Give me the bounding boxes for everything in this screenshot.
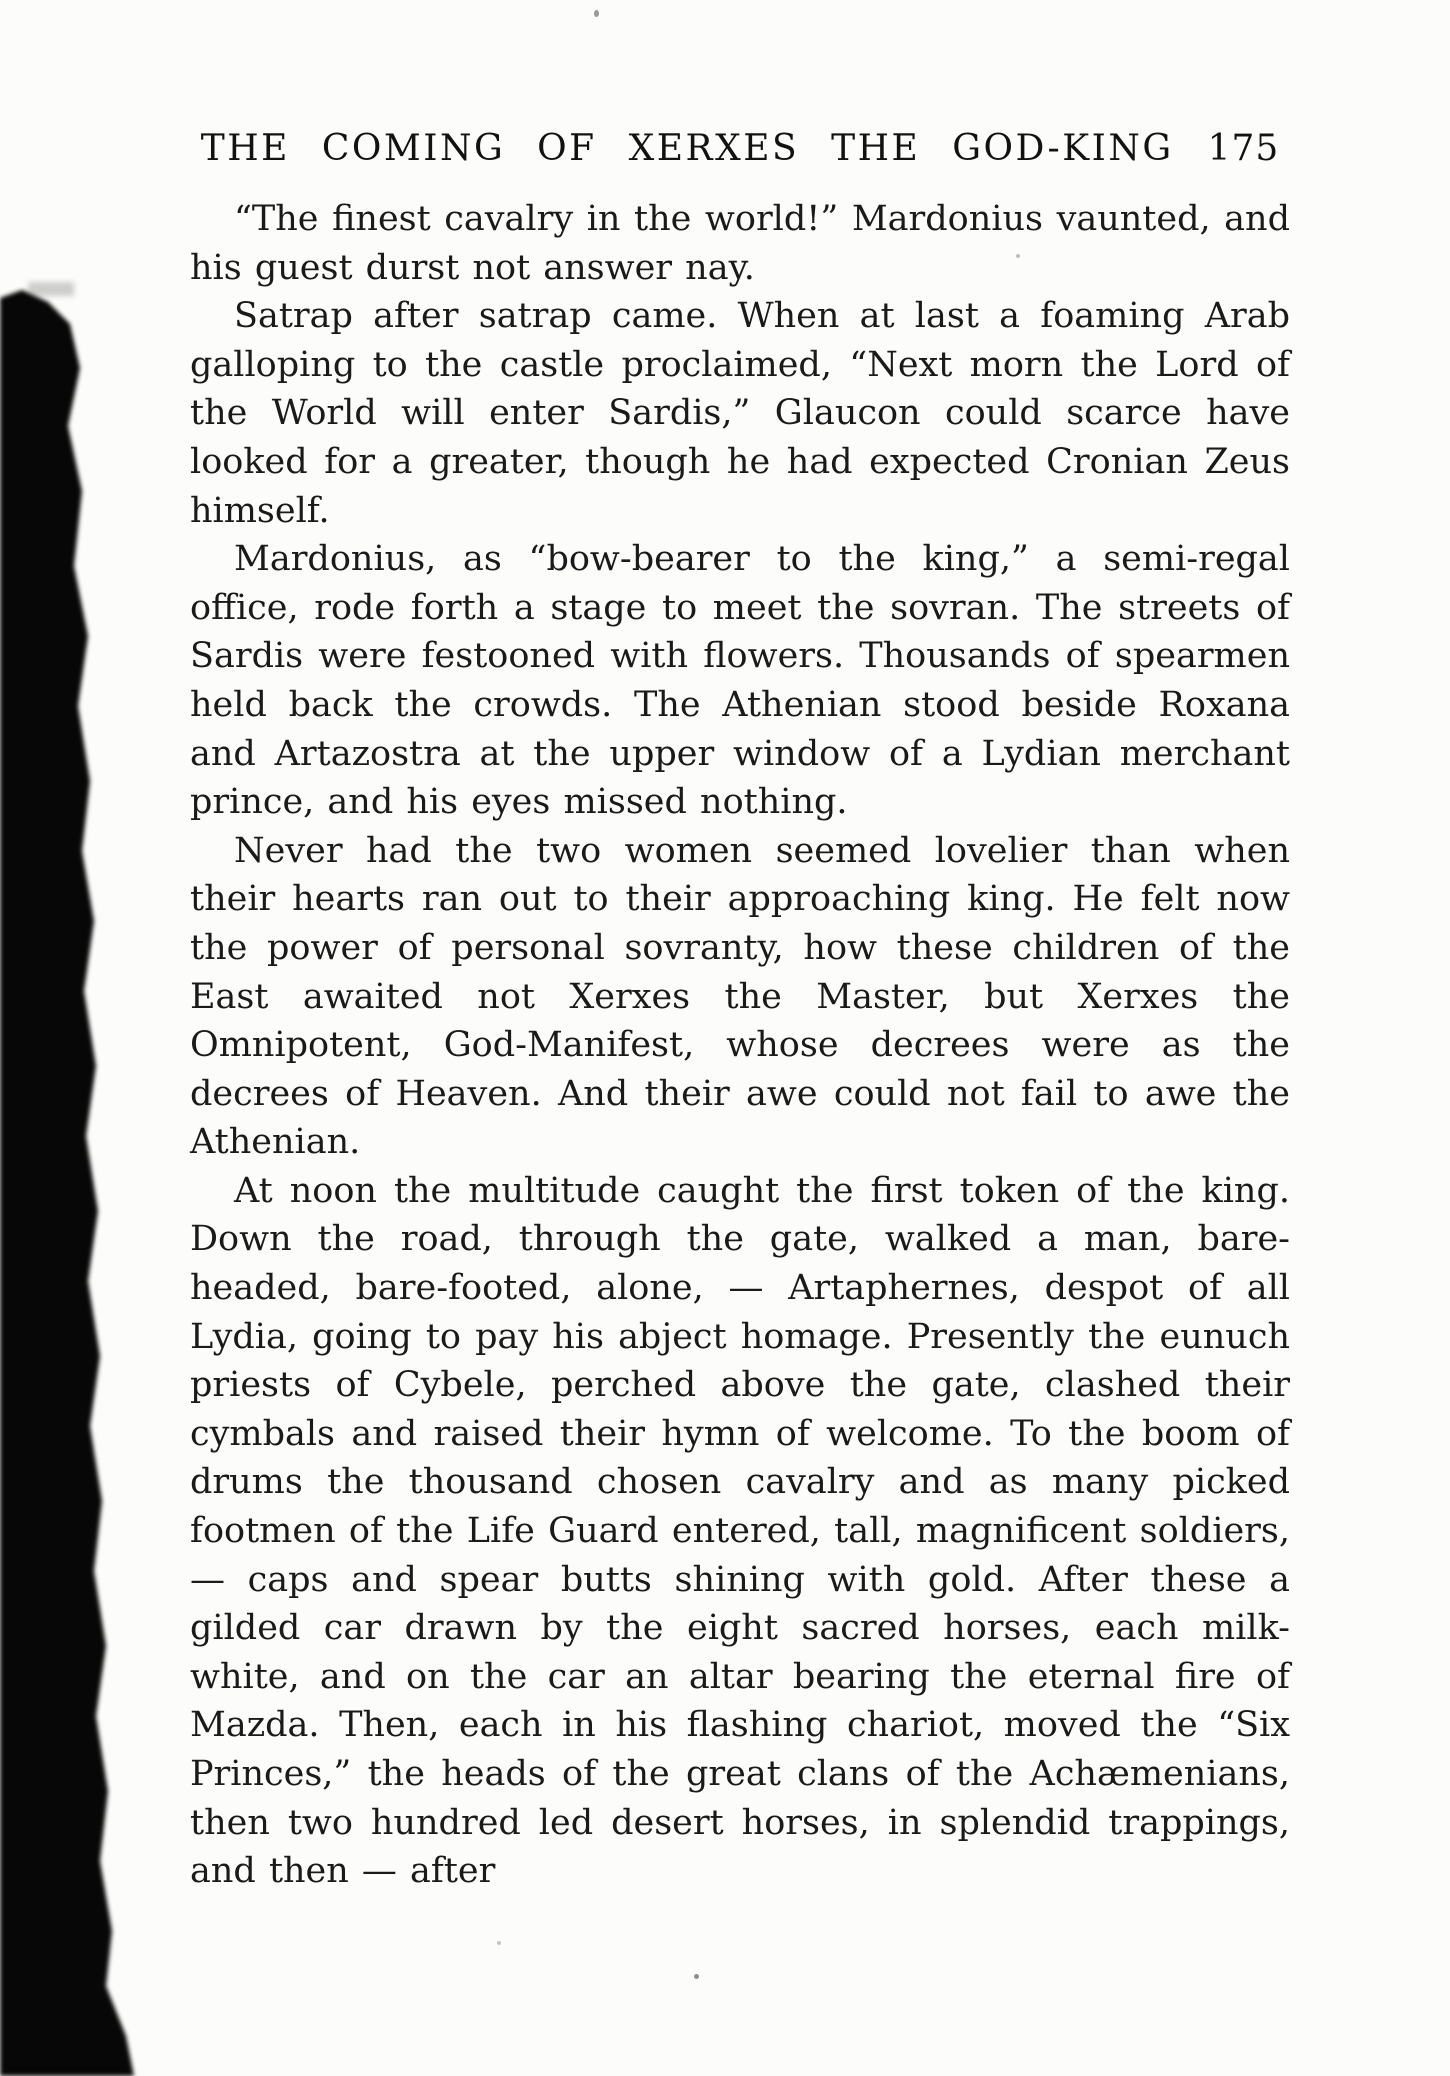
scan-speck (497, 1941, 501, 1945)
scan-speck (594, 10, 599, 17)
page-content (190, 128, 1290, 1896)
paragraph: At noon the multitude caught the first token of the king. Down the road, through the gate, walked a man, bare-headed, bare-footed, alone, — Artaphernes, despot of all Lydia, going to pay his abject homage. Presently the eunuch priests of Cybele, perched above the gate, clashed their cymbals and raised their hymn of welcome. To the boom of drums the thousand chosen cavalry and as many picked footmen of the Life Guard entered, tall, magnificent soldiers, — caps and spear butts shining with gold. After these a gilded car drawn by the eight sacred horses, each milk-white, and on the car an altar bearing the eternal fire of Mazda. Then, each in his flashing chariot, moved the “Six Princes,” the heads of the great clans of the Achæmenians, then two hundred led desert horses, in splendid trappings, and then — after (190, 1170, 1290, 1892)
running-header (190, 128, 1290, 169)
page-number: 175 (1207, 128, 1280, 169)
scan-smudge (28, 282, 74, 296)
body-text (190, 195, 1290, 1896)
paragraph: Satrap after satrap came. When at last a foaming Arab galloping to the castle proclaimed, “Next morn the Lord of the World will enter Sardis,” Glaucon could scarce have looked for a greater, though he had expected Cronian Zeus himself. (190, 296, 1290, 531)
paragraph: “The finest cavalry in the world!” Mardonius vaunted, and his guest durst not answer nay. (190, 199, 1290, 288)
paragraph: Mardonius, as “bow-bearer to the king,” a semi-regal office, rode forth a stage to meet the sovran. The streets of Sardis were festooned with flowers. Thousands of spearmen held back the crowds. The Athenian stood beside Roxana and Artazostra at the upper window of a Lydian merchant prince, and his eyes missed nothing. (190, 539, 1290, 823)
scan-speck (694, 1974, 699, 1979)
paragraph: Never had the two women seemed lovelier than when their hearts ran out to their approaching king. He felt now the power of personal sovranty, how these children of the East awaited not Xerxes the Master, but Xerxes the Omnipotent, God-Manifest, whose decrees were as the decrees of Heaven. And their awe could not fail to awe the Athenian. (190, 830, 1290, 1163)
page-title: THE COMING OF XERXES THE GOD-KING (200, 128, 1174, 169)
scan-binding-shadow (0, 276, 150, 2076)
